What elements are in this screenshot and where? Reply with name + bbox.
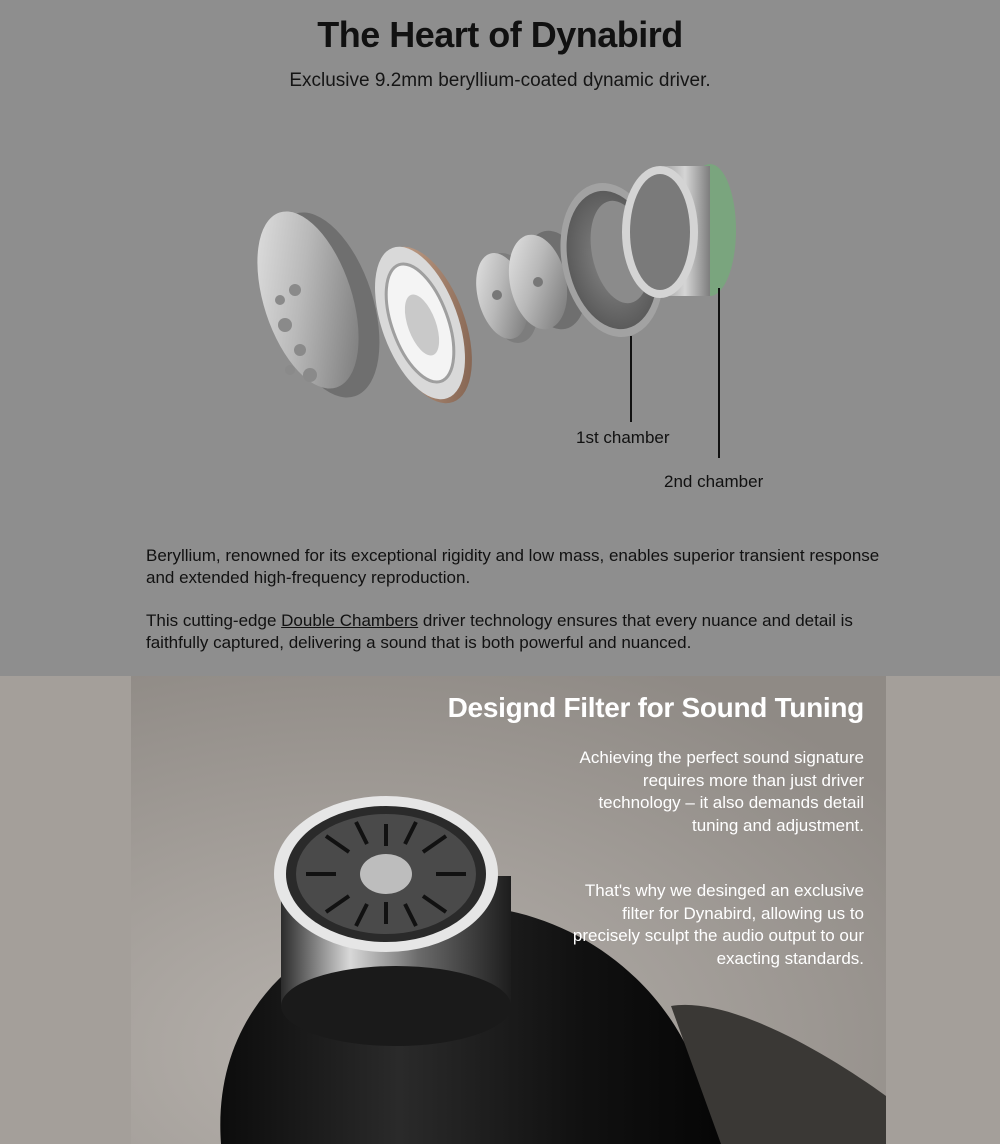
filter-section <box>0 676 1000 1144</box>
section-title: The Heart of Dynabird <box>317 14 683 55</box>
double-chamber-paragraph <box>146 610 886 654</box>
exploded-driver-illustration <box>240 140 780 460</box>
beryllium-paragraph: Beryllium, renowned for its exceptional rigidity and low mass, enables superior transient response and extended high-frequency reproduction. <box>146 546 880 587</box>
filter-paragraph-2: That's why we desinged an exclusive filter for Dynabird, allowing us to precisely sculpt the audio output to our exacting standards. <box>572 881 864 968</box>
second-chamber-label: 2nd chamber <box>664 472 764 491</box>
section-subtitle: Exclusive 9.2mm beryllium-coated dynamic driver. <box>289 70 711 91</box>
double-chambers-link[interactable]: Double Chambers <box>281 611 419 630</box>
filter-section-title: Designd Filter for Sound Tuning <box>447 692 864 723</box>
second-chamber-part <box>622 164 736 298</box>
paragraph-text-before: This cutting-edge <box>146 611 282 630</box>
back-cap <box>240 199 400 411</box>
first-chamber-label: 1st chamber <box>576 428 670 447</box>
filter-paragraph-1: Achieving the perfect sound signature requires more than just driver technology – it also demands detail tuning and adjustment. <box>579 748 864 835</box>
paragraph-text-after: driver technology ensures that every nuance and detail is faithfully captured, delivering a sound that is both powerful and nuanced. <box>146 611 853 652</box>
